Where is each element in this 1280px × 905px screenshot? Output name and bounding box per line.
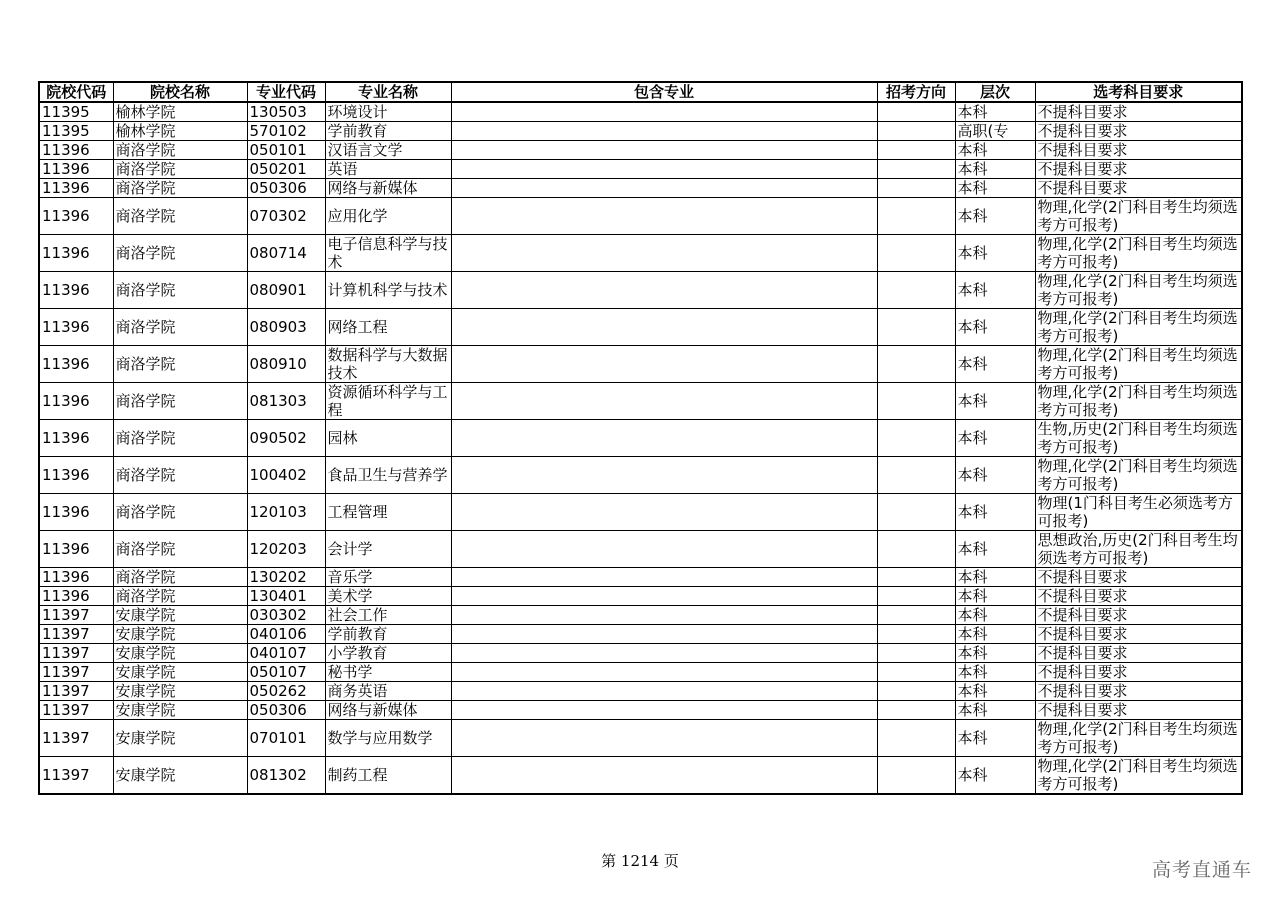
cell-school-name: 安康学院: [113, 606, 247, 625]
cell-included-majors: [451, 457, 877, 494]
cell-major-code: 050107: [247, 663, 325, 682]
cell-direction: [877, 663, 955, 682]
cell-major-code: 070101: [247, 720, 325, 757]
cell-direction: [877, 141, 955, 160]
table-row: [39, 757, 1242, 795]
table-row: [39, 346, 1242, 383]
cell-major-code: 070302: [247, 198, 325, 235]
cell-school-code: 11397: [39, 606, 113, 625]
cell-direction: [877, 457, 955, 494]
cell-level: 本科: [955, 587, 1035, 606]
cell-level: 本科: [955, 160, 1035, 179]
cell-subject-requirement: 物理,化学(2门科目考生均须选考方可报考): [1035, 346, 1242, 383]
cell-school-code: 11397: [39, 644, 113, 663]
cell-major-name: 应用化学: [325, 198, 451, 235]
cell-major-name: 工程管理: [325, 494, 451, 531]
cell-school-code: 11396: [39, 383, 113, 420]
cell-included-majors: [451, 198, 877, 235]
header-school-name: 院校名称: [113, 82, 247, 102]
cell-direction: [877, 198, 955, 235]
cell-level: 本科: [955, 663, 1035, 682]
cell-included-majors: [451, 272, 877, 309]
cell-school-code: 11397: [39, 701, 113, 720]
cell-school-name: 安康学院: [113, 625, 247, 644]
cell-major-name: 网络与新媒体: [325, 179, 451, 198]
table-row: [39, 309, 1242, 346]
cell-direction: [877, 625, 955, 644]
cell-school-code: 11396: [39, 568, 113, 587]
cell-major-name: 资源循环科学与工程: [325, 383, 451, 420]
cell-major-name: 社会工作: [325, 606, 451, 625]
cell-school-code: 11395: [39, 122, 113, 141]
table-row: [39, 531, 1242, 568]
cell-included-majors: [451, 606, 877, 625]
table-row: [39, 606, 1242, 625]
cell-major-code: 130401: [247, 587, 325, 606]
cell-school-code: 11396: [39, 179, 113, 198]
table-row: [39, 568, 1242, 587]
cell-subject-requirement: 生物,历史(2门科目考生均须选考方可报考): [1035, 420, 1242, 457]
cell-major-code: 040107: [247, 644, 325, 663]
cell-included-majors: [451, 179, 877, 198]
cell-included-majors: [451, 494, 877, 531]
cell-major-code: 130202: [247, 568, 325, 587]
table-row: [39, 383, 1242, 420]
cell-school-code: 11396: [39, 160, 113, 179]
cell-school-name: 安康学院: [113, 720, 247, 757]
cell-subject-requirement: 不提科目要求: [1035, 701, 1242, 720]
cell-direction: [877, 272, 955, 309]
cell-school-name: 商洛学院: [113, 457, 247, 494]
cell-major-name: 学前教育: [325, 122, 451, 141]
table-row: [39, 663, 1242, 682]
cell-level: 本科: [955, 606, 1035, 625]
cell-level: 本科: [955, 757, 1035, 795]
cell-major-name: 食品卫生与营养学: [325, 457, 451, 494]
cell-school-name: 商洛学院: [113, 235, 247, 272]
table-row: [39, 720, 1242, 757]
cell-major-name: 小学教育: [325, 644, 451, 663]
cell-school-code: 11397: [39, 682, 113, 701]
cell-subject-requirement: 不提科目要求: [1035, 141, 1242, 160]
cell-direction: [877, 494, 955, 531]
cell-major-code: 120103: [247, 494, 325, 531]
cell-subject-requirement: 物理(1门科目考生必须选考方可报考): [1035, 494, 1242, 531]
cell-major-code: 030302: [247, 606, 325, 625]
cell-major-code: 050306: [247, 179, 325, 198]
cell-major-name: 电子信息科学与技术: [325, 235, 451, 272]
cell-subject-requirement: 不提科目要求: [1035, 160, 1242, 179]
cell-school-code: 11396: [39, 141, 113, 160]
cell-school-name: 商洛学院: [113, 309, 247, 346]
cell-school-code: 11396: [39, 531, 113, 568]
cell-major-code: 080901: [247, 272, 325, 309]
cell-included-majors: [451, 122, 877, 141]
cell-major-name: 计算机科学与技术: [325, 272, 451, 309]
cell-included-majors: [451, 420, 877, 457]
cell-school-name: 安康学院: [113, 682, 247, 701]
header-subject-requirement: 选考科目要求: [1035, 82, 1242, 102]
cell-major-name: 园林: [325, 420, 451, 457]
cell-included-majors: [451, 235, 877, 272]
cell-school-code: 11396: [39, 494, 113, 531]
cell-included-majors: [451, 757, 877, 795]
cell-included-majors: [451, 531, 877, 568]
cell-included-majors: [451, 587, 877, 606]
cell-direction: [877, 568, 955, 587]
cell-included-majors: [451, 720, 877, 757]
cell-school-name: 商洛学院: [113, 198, 247, 235]
cell-direction: [877, 122, 955, 141]
cell-included-majors: [451, 644, 877, 663]
table-row: [39, 587, 1242, 606]
cell-school-name: 安康学院: [113, 757, 247, 795]
cell-subject-requirement: 不提科目要求: [1035, 606, 1242, 625]
cell-subject-requirement: 物理,化学(2门科目考生均须选考方可报考): [1035, 198, 1242, 235]
cell-level: 本科: [955, 346, 1035, 383]
cell-included-majors: [451, 682, 877, 701]
cell-school-code: 11397: [39, 720, 113, 757]
header-school-code: 院校代码: [39, 82, 113, 102]
table-row: [39, 198, 1242, 235]
header-direction: 招考方向: [877, 82, 955, 102]
cell-school-name: 商洛学院: [113, 587, 247, 606]
cell-level: 本科: [955, 383, 1035, 420]
cell-school-name: 商洛学院: [113, 420, 247, 457]
header-major-name: 专业名称: [325, 82, 451, 102]
cell-subject-requirement: 不提科目要求: [1035, 568, 1242, 587]
cell-major-code: 080910: [247, 346, 325, 383]
cell-major-name: 环境设计: [325, 102, 451, 122]
cell-subject-requirement: 物理,化学(2门科目考生均须选考方可报考): [1035, 235, 1242, 272]
cell-school-code: 11396: [39, 420, 113, 457]
cell-major-name: 网络工程: [325, 309, 451, 346]
table-row: [39, 701, 1242, 720]
cell-direction: [877, 644, 955, 663]
cell-level: 本科: [955, 644, 1035, 663]
cell-school-name: 安康学院: [113, 701, 247, 720]
cell-school-name: 榆林学院: [113, 102, 247, 122]
cell-school-name: 榆林学院: [113, 122, 247, 141]
cell-major-name: 数学与应用数学: [325, 720, 451, 757]
cell-included-majors: [451, 663, 877, 682]
watermark: 高考直通车: [1151, 859, 1252, 881]
cell-level: 本科: [955, 568, 1035, 587]
cell-level: 本科: [955, 720, 1035, 757]
cell-included-majors: [451, 701, 877, 720]
cell-level: 本科: [955, 102, 1035, 122]
cell-school-name: 商洛学院: [113, 494, 247, 531]
cell-included-majors: [451, 568, 877, 587]
cell-level: 本科: [955, 141, 1035, 160]
cell-major-name: 制药工程: [325, 757, 451, 795]
cell-major-code: 081302: [247, 757, 325, 795]
cell-direction: [877, 701, 955, 720]
cell-subject-requirement: 不提科目要求: [1035, 663, 1242, 682]
cell-school-name: 商洛学院: [113, 160, 247, 179]
table-row: [39, 644, 1242, 663]
cell-school-name: 商洛学院: [113, 179, 247, 198]
cell-major-name: 秘书学: [325, 663, 451, 682]
cell-direction: [877, 720, 955, 757]
cell-school-name: 安康学院: [113, 663, 247, 682]
cell-direction: [877, 235, 955, 272]
cell-major-code: 040106: [247, 625, 325, 644]
cell-direction: [877, 383, 955, 420]
cell-school-name: 商洛学院: [113, 272, 247, 309]
cell-major-name: 英语: [325, 160, 451, 179]
cell-level: 本科: [955, 457, 1035, 494]
cell-school-name: 商洛学院: [113, 141, 247, 160]
table-row: [39, 272, 1242, 309]
cell-direction: [877, 757, 955, 795]
cell-subject-requirement: 不提科目要求: [1035, 644, 1242, 663]
cell-level: 本科: [955, 420, 1035, 457]
cell-included-majors: [451, 346, 877, 383]
header-major-code: 专业代码: [247, 82, 325, 102]
cell-major-name: 网络与新媒体: [325, 701, 451, 720]
header-included-majors: 包含专业: [451, 82, 877, 102]
cell-subject-requirement: 物理,化学(2门科目考生均须选考方可报考): [1035, 457, 1242, 494]
cell-major-code: 120203: [247, 531, 325, 568]
cell-school-name: 商洛学院: [113, 383, 247, 420]
cell-subject-requirement: 物理,化学(2门科目考生均须选考方可报考): [1035, 383, 1242, 420]
cell-level: 本科: [955, 309, 1035, 346]
cell-subject-requirement: 物理,化学(2门科目考生均须选考方可报考): [1035, 720, 1242, 757]
cell-major-code: 100402: [247, 457, 325, 494]
cell-school-code: 11397: [39, 663, 113, 682]
table-header-row: [39, 82, 1242, 102]
cell-direction: [877, 160, 955, 179]
cell-major-code: 090502: [247, 420, 325, 457]
cell-subject-requirement: 不提科目要求: [1035, 102, 1242, 122]
cell-school-code: 11396: [39, 457, 113, 494]
cell-major-code: 081303: [247, 383, 325, 420]
cell-included-majors: [451, 141, 877, 160]
cell-subject-requirement: 物理,化学(2门科目考生均须选考方可报考): [1035, 309, 1242, 346]
cell-major-code: 050306: [247, 701, 325, 720]
cell-major-name: 音乐学: [325, 568, 451, 587]
header-level: 层次: [955, 82, 1035, 102]
table-row: [39, 122, 1242, 141]
table-row: [39, 494, 1242, 531]
cell-direction: [877, 606, 955, 625]
cell-direction: [877, 587, 955, 606]
table-row: [39, 141, 1242, 160]
cell-major-code: 050262: [247, 682, 325, 701]
cell-school-code: 11396: [39, 198, 113, 235]
cell-school-code: 11396: [39, 235, 113, 272]
table-row: [39, 625, 1242, 644]
cell-level: 高职(专: [955, 122, 1035, 141]
cell-subject-requirement: 不提科目要求: [1035, 122, 1242, 141]
cell-subject-requirement: 思想政治,历史(2门科目考生均须选考方可报考): [1035, 531, 1242, 568]
cell-direction: [877, 309, 955, 346]
cell-major-code: 130503: [247, 102, 325, 122]
cell-school-code: 11396: [39, 346, 113, 383]
cell-level: 本科: [955, 179, 1035, 198]
cell-level: 本科: [955, 625, 1035, 644]
cell-subject-requirement: 不提科目要求: [1035, 587, 1242, 606]
cell-school-code: 11395: [39, 102, 113, 122]
cell-major-code: 050101: [247, 141, 325, 160]
cell-major-code: 570102: [247, 122, 325, 141]
cell-subject-requirement: 物理,化学(2门科目考生均须选考方可报考): [1035, 272, 1242, 309]
cell-school-code: 11397: [39, 757, 113, 795]
cell-included-majors: [451, 383, 877, 420]
cell-level: 本科: [955, 235, 1035, 272]
cell-direction: [877, 682, 955, 701]
table-row: [39, 420, 1242, 457]
cell-level: 本科: [955, 682, 1035, 701]
cell-school-code: 11396: [39, 587, 113, 606]
cell-level: 本科: [955, 272, 1035, 309]
table-row: [39, 682, 1242, 701]
cell-included-majors: [451, 309, 877, 346]
table-body: [39, 102, 1242, 794]
cell-major-name: 数据科学与大数据技术: [325, 346, 451, 383]
cell-school-name: 商洛学院: [113, 568, 247, 587]
cell-school-name: 商洛学院: [113, 531, 247, 568]
cell-subject-requirement: 不提科目要求: [1035, 179, 1242, 198]
page-number: 第 1214 页: [601, 852, 679, 870]
cell-level: 本科: [955, 494, 1035, 531]
cell-level: 本科: [955, 531, 1035, 568]
cell-major-name: 学前教育: [325, 625, 451, 644]
admissions-table: [38, 81, 1243, 795]
cell-major-name: 美术学: [325, 587, 451, 606]
cell-included-majors: [451, 102, 877, 122]
table-row: [39, 457, 1242, 494]
cell-major-name: 会计学: [325, 531, 451, 568]
cell-major-name: 商务英语: [325, 682, 451, 701]
cell-level: 本科: [955, 198, 1035, 235]
cell-included-majors: [451, 160, 877, 179]
cell-school-name: 商洛学院: [113, 346, 247, 383]
table-row: [39, 179, 1242, 198]
cell-subject-requirement: 物理,化学(2门科目考生均须选考方可报考): [1035, 757, 1242, 795]
cell-direction: [877, 346, 955, 383]
cell-school-code: 11397: [39, 625, 113, 644]
cell-subject-requirement: 不提科目要求: [1035, 625, 1242, 644]
table-row: [39, 160, 1242, 179]
cell-direction: [877, 420, 955, 457]
cell-major-code: 080903: [247, 309, 325, 346]
cell-major-code: 050201: [247, 160, 325, 179]
cell-subject-requirement: 不提科目要求: [1035, 682, 1242, 701]
cell-direction: [877, 179, 955, 198]
table-row: [39, 235, 1242, 272]
cell-school-code: 11396: [39, 309, 113, 346]
cell-school-code: 11396: [39, 272, 113, 309]
cell-included-majors: [451, 625, 877, 644]
cell-direction: [877, 531, 955, 568]
cell-direction: [877, 102, 955, 122]
cell-school-name: 安康学院: [113, 644, 247, 663]
cell-major-code: 080714: [247, 235, 325, 272]
table-row: [39, 102, 1242, 122]
cell-major-name: 汉语言文学: [325, 141, 451, 160]
cell-level: 本科: [955, 701, 1035, 720]
